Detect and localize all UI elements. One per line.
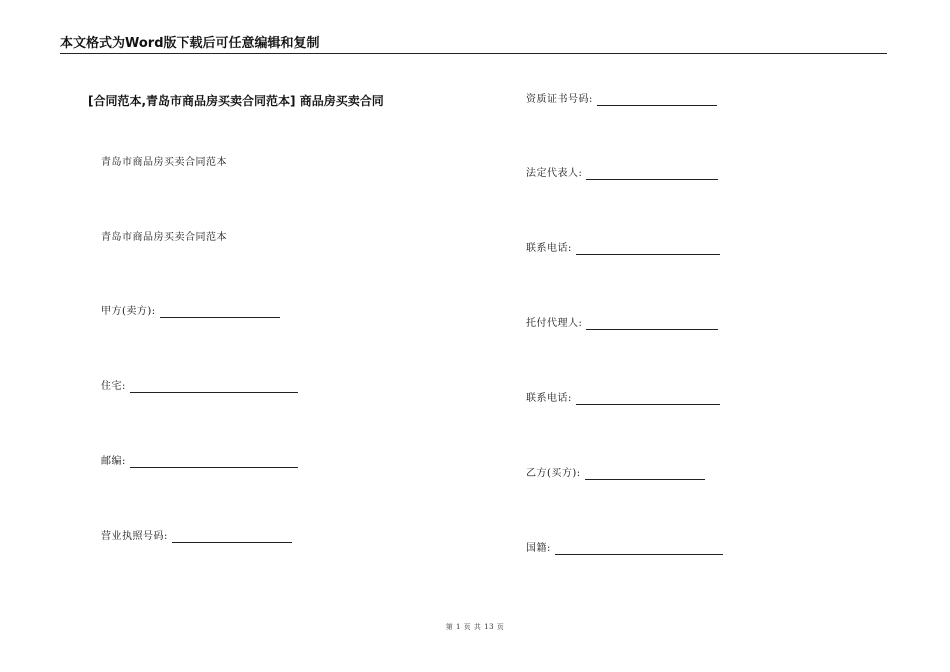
seller-line [101, 305, 280, 318]
fill-in-blank[interactable] [172, 532, 292, 543]
fill-in-blank[interactable] [586, 319, 718, 330]
page-middle: 页 共 [463, 623, 482, 631]
residence-line [101, 380, 298, 393]
fill-in-blank[interactable] [576, 244, 720, 255]
line-label: 联系电话: [526, 243, 572, 254]
phone-line [526, 242, 720, 255]
buyer-line [526, 467, 705, 480]
fill-in-blank[interactable] [555, 544, 723, 555]
fill-in-blank[interactable] [597, 95, 717, 106]
page-header [60, 36, 887, 54]
line-label: 邮编: [101, 456, 126, 467]
line-label: 营业执照号码: [101, 531, 168, 542]
page-suffix: 页 [496, 623, 505, 631]
line-label: 住宅: [101, 381, 126, 392]
line-label: 联系电话: [526, 393, 572, 404]
fill-in-blank[interactable] [576, 394, 720, 405]
line-label: 乙方(买方): [526, 468, 581, 479]
nationality-line [526, 542, 723, 555]
fill-in-blank[interactable] [585, 469, 705, 480]
document-title: [合同范本,青岛市商品房买卖合同范本] 商品房买卖合同 [88, 94, 384, 108]
line-label: 甲方(卖方): [101, 306, 156, 317]
fill-in-blank[interactable] [160, 307, 280, 318]
header-text: 本文格式为Word版下载后可任意编辑和复制 [60, 36, 320, 51]
page-prefix: 第 [445, 623, 454, 631]
line-label: 法定代表人: [526, 168, 583, 179]
fill-in-blank[interactable] [130, 457, 298, 468]
contract-heading-line [101, 231, 227, 244]
line-label: 资质证书号码: [526, 94, 593, 105]
legal-representative-line [526, 167, 718, 180]
phone-line [526, 392, 720, 405]
qualification-cert-line [526, 93, 717, 106]
contract-heading-line [101, 156, 227, 169]
line-label: 托付代理人: [526, 318, 583, 329]
total-pages: 13 [484, 623, 495, 631]
page-number [0, 622, 950, 632]
line-label: 国籍: [526, 543, 551, 554]
current-page: 1 [455, 623, 461, 631]
fill-in-blank[interactable] [130, 382, 298, 393]
agent-line [526, 317, 718, 330]
line-label: 青岛市商品房买卖合同范本 [101, 232, 227, 243]
fill-in-blank[interactable] [586, 169, 718, 180]
line-label: 青岛市商品房买卖合同范本 [101, 157, 227, 168]
business-license-line [101, 530, 292, 543]
postcode-line [101, 455, 298, 468]
